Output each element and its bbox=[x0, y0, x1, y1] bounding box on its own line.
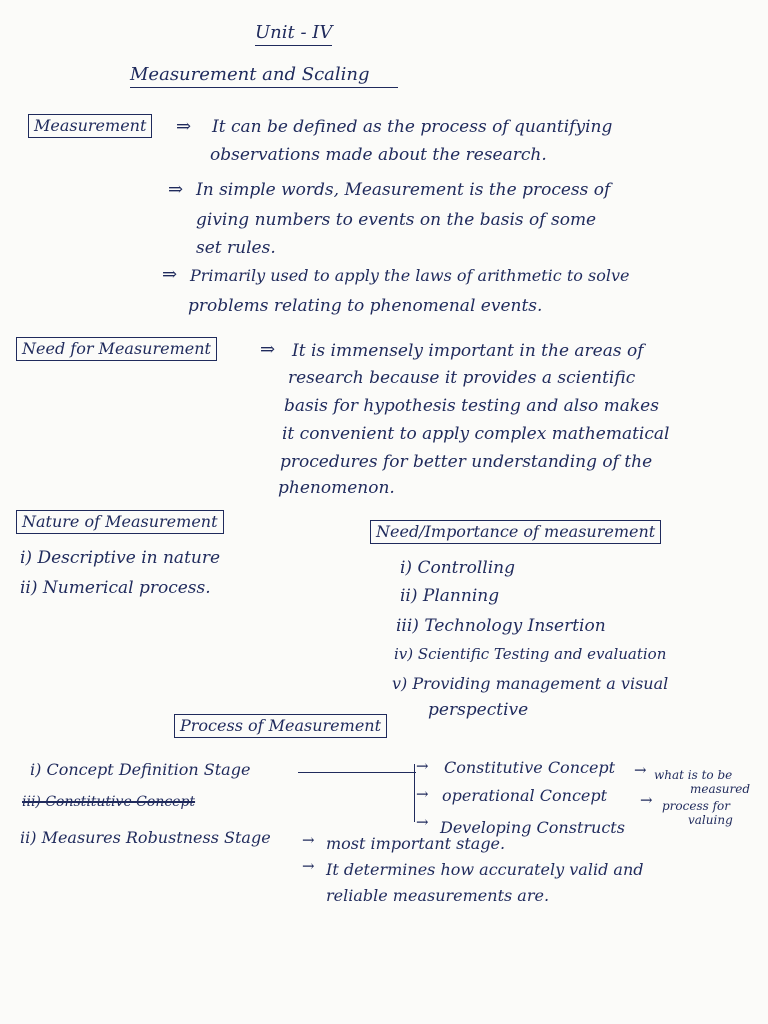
branch1-note-line2: measured bbox=[690, 782, 751, 796]
branch-operational: operational Concept bbox=[442, 786, 608, 805]
page-title: Measurement and Scaling bbox=[130, 64, 398, 88]
process-label-box: Process of Measurement bbox=[174, 714, 387, 738]
point1-line1: In simple words, Measurement is the process of bbox=[196, 180, 611, 200]
importance-item-4: iv) Scientific Testing and evaluation bbox=[394, 645, 667, 663]
struck-out-text: iii) Constitutive Concept bbox=[22, 794, 196, 810]
detail-line1: It determines how accurately valid and bbox=[326, 860, 644, 879]
branch2-arrow-icon: → bbox=[416, 785, 429, 803]
need-line-2: research because it provides a scientific bbox=[288, 368, 636, 388]
stage2-result: most important stage. bbox=[326, 834, 506, 853]
point2-line1: Primarily used to apply the laws of arithmetic to solve bbox=[190, 266, 630, 285]
measurement-definition-line1: It can be defined as the process of quantifying bbox=[212, 117, 613, 137]
branch2-note-arrow-icon: → bbox=[640, 791, 653, 809]
process-stage-1: i) Concept Definition Stage bbox=[30, 760, 251, 779]
point1-line2: giving numbers to events on the basis of some bbox=[196, 210, 597, 230]
nature-item-2: ii) Numerical process. bbox=[20, 578, 211, 598]
importance-item-2: ii) Planning bbox=[400, 586, 500, 606]
branch1-arrow-icon: → bbox=[416, 757, 429, 775]
need-line-1: It is immensely important in the areas of bbox=[292, 341, 644, 361]
need-label-box: Need for Measurement bbox=[16, 337, 217, 361]
nature-item-1: i) Descriptive in nature bbox=[20, 548, 221, 568]
importance-item-1: i) Controlling bbox=[400, 558, 515, 578]
branch1-note-line1: what is to be bbox=[654, 768, 733, 782]
stage2-arrow-icon: → bbox=[302, 831, 315, 849]
importance-item-5: v) Providing management a visual bbox=[392, 674, 669, 693]
detail-line2: reliable measurements are. bbox=[326, 886, 550, 905]
process-stage-2: ii) Measures Robustness Stage bbox=[20, 828, 271, 847]
branch-constitutive: Constitutive Concept bbox=[444, 758, 616, 777]
importance-item-3: iii) Technology Insertion bbox=[396, 616, 606, 636]
point2-line2: problems relating to phenomenal events. bbox=[188, 296, 543, 316]
branch1-note-arrow-icon: → bbox=[634, 761, 647, 779]
detail-arrow-icon: → bbox=[302, 857, 315, 875]
need-line-6: phenomenon. bbox=[278, 478, 395, 498]
nature-label-box: Nature of Measurement bbox=[16, 510, 224, 534]
point1-arrow-icon: ⇒ bbox=[168, 179, 184, 200]
need-line-3: basis for hypothesis testing and also makes bbox=[284, 396, 659, 416]
measurement-label-box: Measurement bbox=[28, 114, 152, 138]
branch2-note-line2: valuing bbox=[688, 813, 733, 827]
need-line-5: procedures for better understanding of the bbox=[280, 452, 653, 472]
branch-developing: Developing Constructs bbox=[440, 818, 625, 837]
measurement-definition-line2: observations made about the research. bbox=[210, 145, 547, 165]
need-arrow-icon: ⇒ bbox=[260, 339, 276, 360]
importance-label-box: Need/Importance of measurement bbox=[370, 520, 661, 544]
measurement-arrow-icon: ⇒ bbox=[176, 116, 192, 137]
branch3-arrow-icon: → bbox=[416, 813, 429, 831]
branch2-note-line1: process for bbox=[662, 799, 730, 813]
point1-line3: set rules. bbox=[196, 238, 276, 258]
point2-arrow-icon: ⇒ bbox=[162, 264, 178, 285]
branch-vertical-line bbox=[414, 764, 415, 822]
need-line-4: it convenient to apply complex mathematical bbox=[282, 424, 670, 444]
unit-heading: Unit - IV bbox=[255, 22, 332, 46]
importance-item-6: perspective bbox=[428, 700, 529, 720]
stage1-connector-line bbox=[298, 772, 416, 773]
